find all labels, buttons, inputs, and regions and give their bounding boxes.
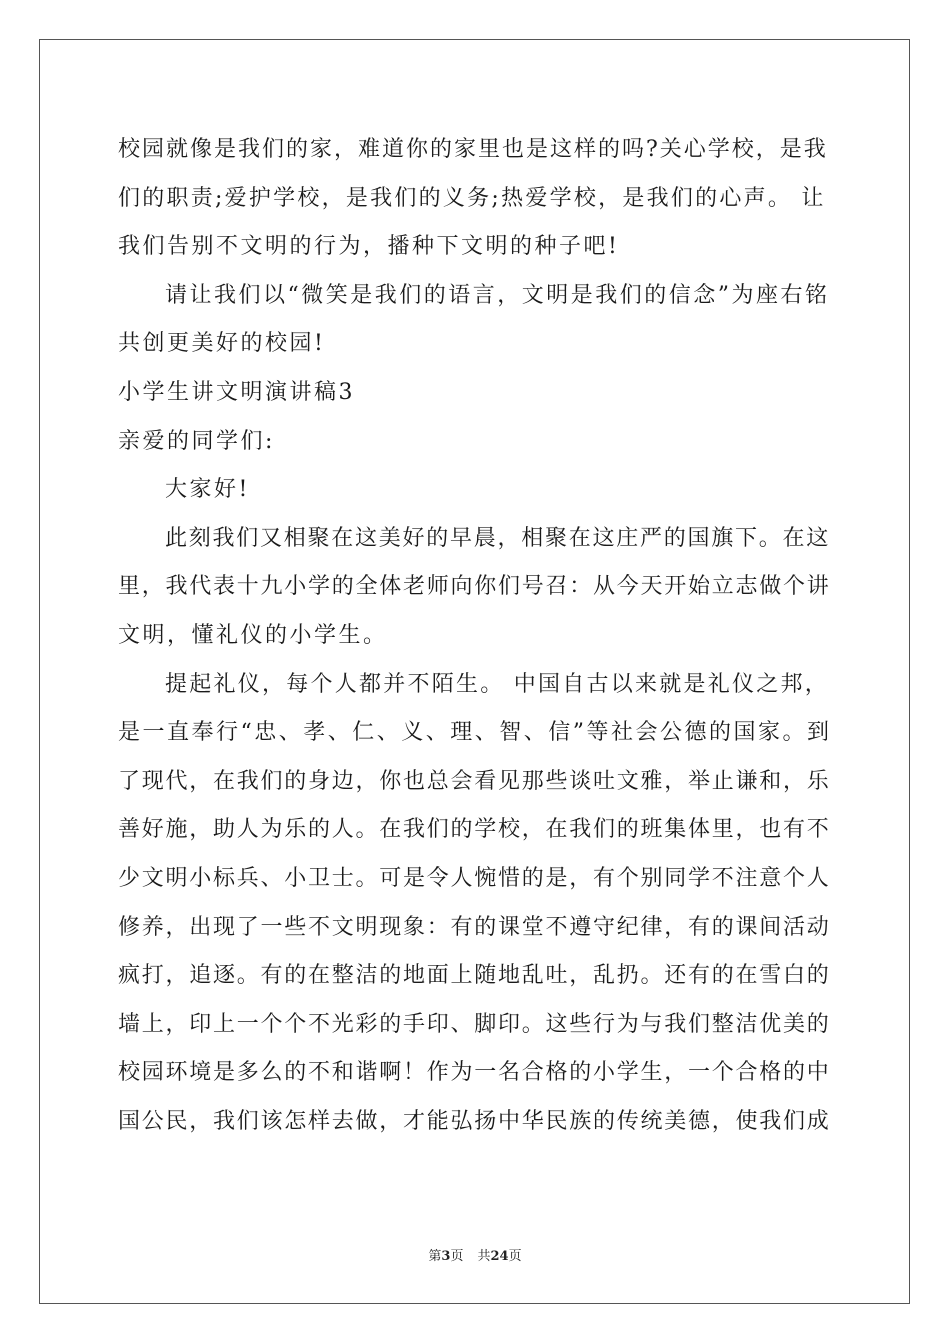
section-heading: 小学生讲文明演讲稿3: [118, 379, 355, 405]
total-suffix: 页: [508, 1249, 522, 1264]
text-line: 疯打，追逐。有的在整洁的地面上随地乱吐，乱扔。还有的在雪白的: [118, 963, 831, 989]
text-line: 共创更美好的校园!: [118, 331, 326, 357]
text-line: 少文明小标兵、小卫士。可是令人惋惜的是，有个别同学不注意个人: [118, 865, 831, 891]
page-current: 3: [441, 1249, 451, 1264]
text-line: 文明，懂礼仪的小学生。: [118, 622, 388, 648]
text-line: 校园就像是我们的家，难道你的家里也是这样的吗?关心学校，是我: [118, 137, 828, 162]
text-line: 此刻我们又相聚在这美好的早晨，相聚在这庄严的国旗下。在这: [165, 525, 831, 551]
text-line: 请让我们以“微笑是我们的语言，文明是我们的信念”为座右铭: [165, 282, 830, 308]
text-line: 善好施，助人为乐的人。在我们的学校，在我们的班集体里，也有不: [118, 817, 831, 843]
text-line: 提起礼仪，每个人都并不陌生。 中国自古以来就是礼仪之邦，: [165, 671, 829, 697]
text-line: 了现代，在我们的身边，你也总会看见那些谈吐文雅，举止谦和，乐: [118, 768, 831, 794]
total-prefix: 共: [477, 1249, 491, 1264]
text-line: 修养，出现了一些不文明现象：有的课堂不遵守纪律，有的课间活动: [118, 914, 831, 940]
page-prefix: 第: [428, 1249, 442, 1264]
text-line: 墙上，印上一个个不光彩的手印、脚印。这些行为与我们整洁优美的: [118, 1011, 831, 1037]
page-suffix: 页: [450, 1249, 464, 1264]
text-line: 们的职责;爱护学校，是我们的义务;热爱学校，是我们的心声。 让: [118, 185, 826, 211]
page-footer: [0, 1245, 950, 1264]
text-line: 国公民，我们该怎样去做，才能弘扬中华民族的传统美德，使我们成: [118, 1108, 831, 1134]
text-line: 校园环境是多么的不和谐啊！作为一名合格的小学生，一个合格的中: [118, 1060, 831, 1086]
text-line: 里，我代表十九小学的全体老师向你们号召：从今天开始立志做个讲: [118, 574, 831, 600]
document-body: [118, 126, 832, 1146]
text-line: 是一直奉行“忠、孝、仁、义、理、智、信”等社会公德的国家。到: [118, 720, 832, 746]
page-total: 24: [490, 1249, 509, 1264]
salutation: 亲爱的同学们:: [118, 428, 275, 454]
greeting: 大家好!: [165, 477, 250, 503]
text-line: 我们告别不文明的行为，播种下文明的种子吧!: [118, 234, 620, 260]
